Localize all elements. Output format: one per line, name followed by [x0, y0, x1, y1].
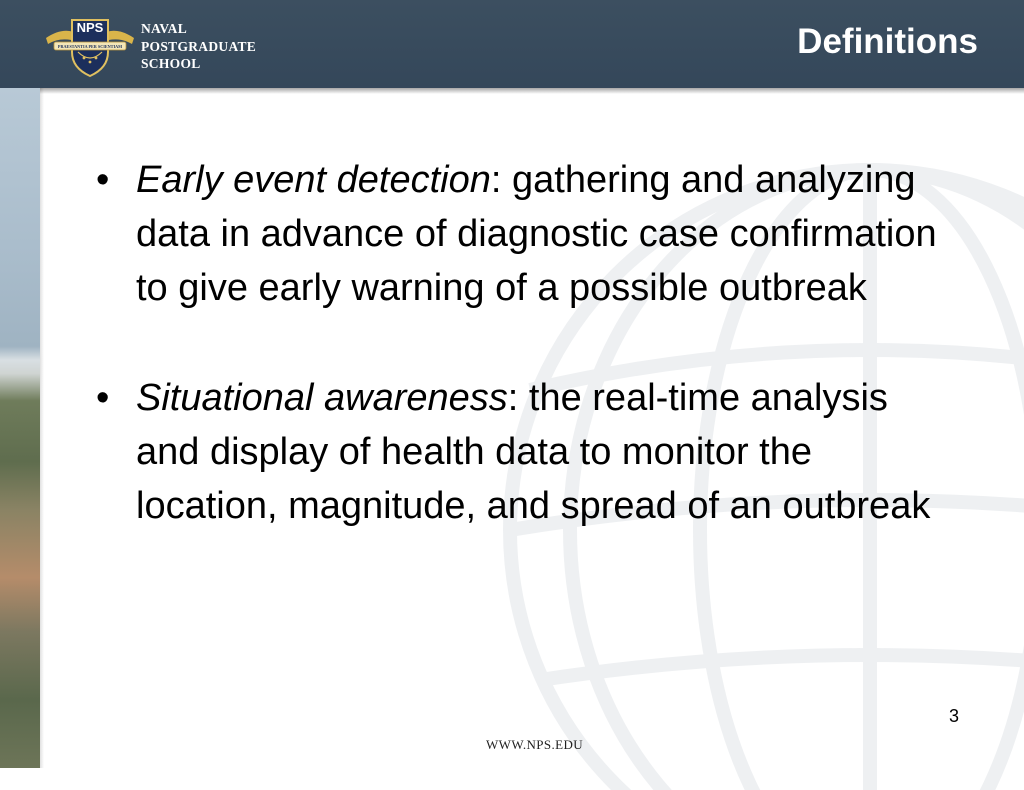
bullet-dot: • [96, 377, 110, 419]
org-name [141, 20, 256, 73]
header-shadow [0, 88, 1024, 94]
org-name-line-1: NAVAL [141, 21, 188, 36]
bullet-term: Early event detection [136, 159, 491, 201]
campus-photo-strip [0, 88, 40, 768]
bullet-definition: : the real-time analysis and display of health data to monitor the location, magnitude, and spread of an outbreak [136, 377, 931, 527]
logo-motto: PRAESTANTIA PER SCIENTIAM [57, 44, 123, 49]
logo-text: NPS [76, 20, 104, 35]
footer-url: WWW.NPS.EDU [486, 737, 584, 752]
org-name-line-3: SCHOOL [141, 56, 201, 71]
bullet-definition: : gathering and analyzing data in advance of diagnostic case confirmation to give early warning of a possible outbreak [136, 159, 937, 309]
bullet-item [96, 371, 946, 533]
photo-strip-edge [40, 88, 44, 768]
slide-content [96, 153, 946, 589]
slide-title: Definitions [797, 22, 978, 61]
nps-logo [44, 12, 136, 78]
bullet-item [96, 153, 946, 315]
org-name-line-2: POSTGRADUATE [141, 38, 257, 54]
bullet-term: Situational awareness [136, 377, 508, 419]
page-number: 3 [949, 706, 960, 726]
header-bar [0, 0, 1024, 88]
bullet-dot: • [96, 159, 110, 201]
